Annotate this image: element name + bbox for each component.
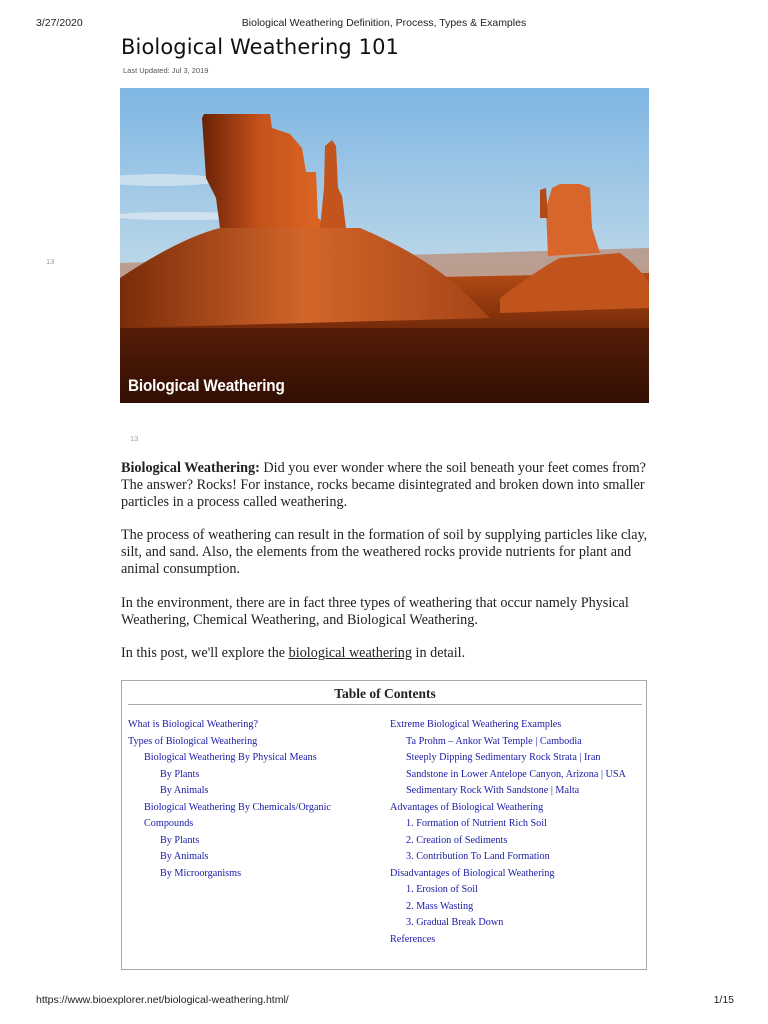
toc-link[interactable]: By Plants (160, 768, 200, 780)
toc-left-column (128, 717, 378, 882)
toc-link[interactable]: Sedimentary Rock With Sandstone | Malta (406, 785, 580, 796)
toc-link[interactable]: Biological Weathering By Physical Means (144, 752, 317, 763)
toc-link[interactable]: Sandstone in Lower Antelope Canyon, Arizona | USA (406, 768, 626, 780)
toc-link[interactable]: References (390, 933, 436, 945)
table-of-contents (121, 680, 647, 970)
toc-link[interactable]: Biological Weathering By Chemicals/Organic Compounds (144, 801, 331, 829)
toc-link[interactable]: 2. Creation of Sediments (406, 834, 508, 846)
toc-title: Table of Contents (128, 686, 642, 705)
print-date: 3/27/2020 (36, 17, 83, 29)
share-count-side[interactable]: 13 (46, 257, 55, 266)
toc-link[interactable]: Types of Biological Weathering (128, 735, 258, 747)
explore-text-before: In this post, we'll explore the (121, 645, 289, 662)
toc-link[interactable]: 1. Erosion of Soil (406, 884, 478, 895)
hero-caption: Biological Weathering (128, 376, 285, 395)
paragraph-types: In the environment, there are in fact three types of weathering that occur namely Physical Weathering, Chemical Weathering, and Biological Weathering. (121, 594, 629, 628)
toc-link[interactable]: Ta Prohm – Ankor Wat Temple | Cambodia (406, 735, 582, 747)
print-url: https://www.bioexplorer.net/biological-weathering.html/ (36, 994, 289, 1006)
toc-link[interactable]: By Plants (160, 834, 200, 846)
last-updated: Last Updated: Jul 3, 2019 (123, 66, 209, 75)
intro-text: Did you ever wonder where the soil beneath your feet comes from? The answer? Rocks! For instance, rocks became disintegrated and broken down into smaller particles in a process called weathering. (121, 460, 646, 510)
print-document-title: Biological Weathering Definition, Process, Types & Examples (241, 17, 527, 29)
biological-weathering-link[interactable]: biological weathering (288, 645, 412, 662)
toc-link[interactable]: Steeply Dipping Sedimentary Rock Strata | Iran (406, 752, 601, 763)
monument-valley-illustration (120, 88, 649, 403)
paragraph-process: The process of weathering can result in the formation of soil by supplying particles like clay, silt, and sand. Also, the elements from the weathered rocks provide nutrients for plant and animal consumption. (121, 527, 648, 577)
toc-link[interactable]: By Animals (160, 851, 209, 862)
toc-link[interactable]: What is Biological Weathering? (128, 719, 258, 730)
toc-link[interactable]: 3. Gradual Break Down (406, 917, 504, 928)
print-header (0, 16, 768, 32)
page-number: 1/15 (713, 994, 734, 1006)
toc-link[interactable]: Advantages of Biological Weathering (390, 801, 544, 813)
page-title: Biological Weathering 101 (121, 35, 400, 59)
toc-link[interactable]: Disadvantages of Biological Weathering (390, 867, 555, 879)
toc-link[interactable]: 3. Contribution To Land Formation (406, 851, 550, 862)
paragraph-intro (121, 460, 651, 510)
toc-right-column (390, 717, 640, 948)
explore-text-after: in detail. (411, 645, 466, 662)
share-count-below[interactable]: 13 (130, 434, 139, 443)
intro-lead: Biological Weathering: (121, 460, 260, 476)
hero-image (120, 88, 649, 403)
toc-link[interactable]: By Animals (160, 785, 209, 796)
toc-link[interactable]: Extreme Biological Weathering Examples (390, 719, 562, 730)
paragraph-explore (121, 645, 651, 662)
article-body (121, 460, 651, 679)
toc-link[interactable]: 2. Mass Wasting (406, 900, 474, 912)
toc-link[interactable]: 1. Formation of Nutrient Rich Soil (406, 818, 547, 829)
toc-link[interactable]: By Microorganisms (160, 867, 242, 879)
